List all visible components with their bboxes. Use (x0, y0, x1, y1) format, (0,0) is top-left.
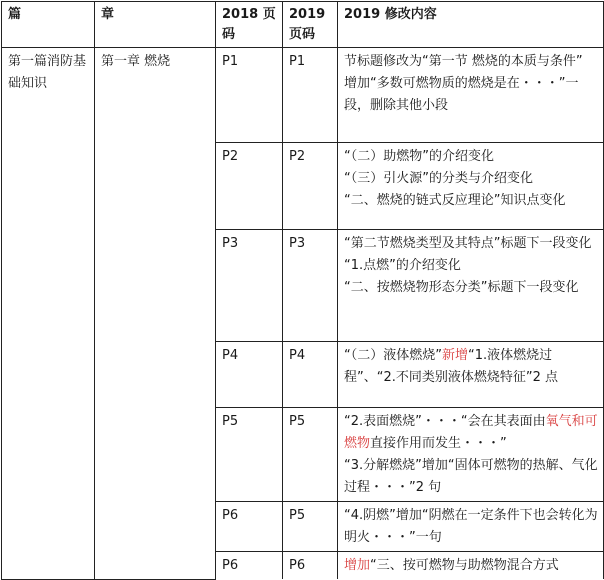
page-2019-cell: P1 (283, 48, 338, 143)
highlight-text: 新增 (441, 348, 468, 363)
changes-cell (338, 342, 604, 408)
page-2018-cell: P3 (216, 230, 283, 342)
header-part: 篇 (2, 2, 95, 48)
change-text: “三、按可燃物与助燃物混合方式 (370, 558, 559, 573)
change-line: “1.点燃”的介绍变化 (344, 258, 461, 273)
changes-cell (338, 143, 604, 230)
page-2019-cell: P6 (283, 552, 338, 580)
page-2018-cell: P5 (216, 408, 283, 502)
header-chapter: 章 (95, 2, 216, 48)
change-line: “第二节燃烧类型及其特点”标题下一段变化 (344, 236, 592, 251)
change-line: “二、按燃烧物形态分类”标题下一段变化 (344, 280, 579, 295)
chapter-cell: 第一章 燃烧 (95, 48, 216, 580)
part-cell: 第一篇消防基础知识 (2, 48, 95, 580)
page-2019-cell: P5 (283, 408, 338, 502)
page-2018-cell: P1 (216, 48, 283, 143)
changes-cell (338, 408, 604, 502)
page-2018-cell: P6 (216, 552, 283, 580)
change-line (344, 411, 598, 455)
page-2019-cell: P2 (283, 143, 338, 230)
change-text: “2.表面燃烧”・・・“会在其表面由 (344, 414, 546, 429)
changes-cell (338, 502, 604, 552)
page-2018-cell: P4 (216, 342, 283, 408)
change-line: “4.阴燃”增加“阴燃在一定条件下也会转化为明火・・・”一句 (344, 508, 598, 545)
header-changes: 2019 修改内容 (338, 2, 604, 48)
change-line: “二、燃烧的链式反应理论”知识点变化 (344, 193, 566, 208)
change-line: “（三）引火源”的分类与介绍变化 (344, 171, 533, 186)
page-2018-cell: P2 (216, 143, 283, 230)
page-2019-cell: P4 (283, 342, 338, 408)
highlight-text: 增加 (344, 558, 371, 573)
change-line: “3.分解燃烧”增加“固体可燃物的热解、气化过程・・・”2 句 (344, 458, 598, 495)
page-2019-cell: P5 (283, 502, 338, 552)
change-text: “（二）液体燃烧” (344, 348, 442, 363)
changes-cell (338, 230, 604, 342)
highlight-text: 氧气和可燃物 (344, 414, 598, 451)
change-line: “（二）助燃物”的介绍变化 (344, 149, 494, 164)
changes-cell (338, 552, 604, 580)
revision-table (1, 1, 604, 580)
change-text: “1.液体燃烧过程”、“2.不同类别液体燃烧特征”2 点 (344, 348, 559, 385)
header-page-2018: 2018 页码 (216, 2, 283, 48)
change-text: 直接作用而发生・・・” (370, 436, 507, 451)
page-2018-cell: P6 (216, 502, 283, 552)
page-2019-cell: P3 (283, 230, 338, 342)
change-line: 增加“多数可燃物质的燃烧是在・・・”一段，删除其他小段 (344, 76, 579, 113)
table-row (2, 48, 604, 143)
header-row (2, 2, 604, 48)
changes-cell (338, 48, 604, 143)
header-page-2019: 2019 页码 (283, 2, 338, 48)
change-line: 节标题修改为“第一节 燃烧的本质与条件” (344, 54, 583, 69)
